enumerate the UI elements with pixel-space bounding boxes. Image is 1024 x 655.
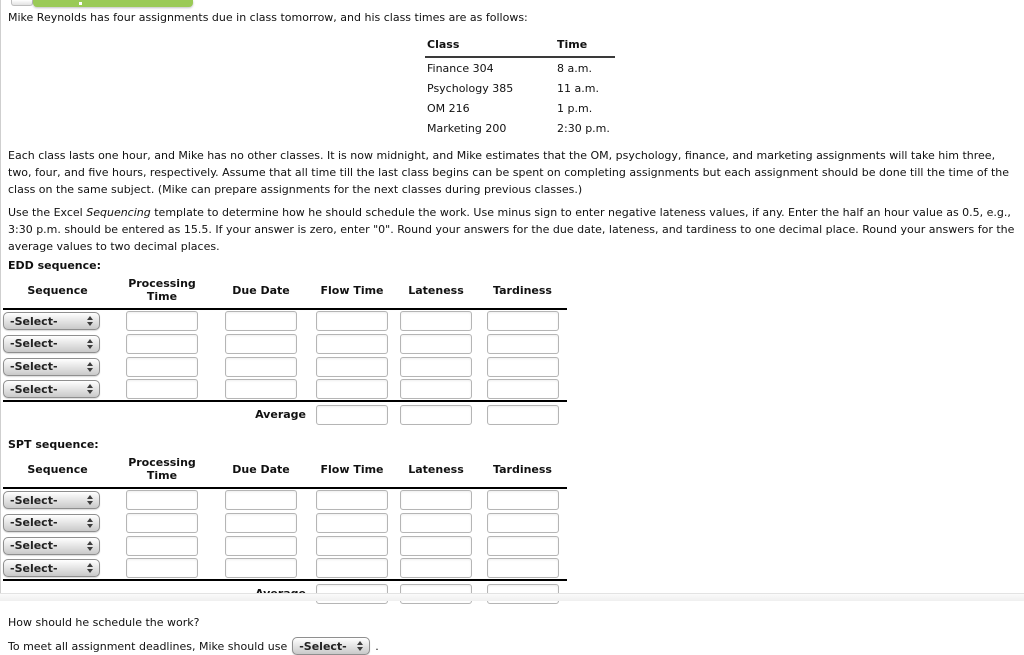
edd-due-date-input-4[interactable]: [225, 379, 297, 399]
class-time-table: [425, 36, 615, 138]
table-row: [425, 57, 615, 78]
column-header-due-date: Due Date: [212, 274, 310, 309]
spt-processing-time-input-3[interactable]: [126, 536, 198, 556]
sequence-row: [3, 355, 567, 378]
spt-due-date-input-4[interactable]: [225, 558, 297, 578]
column-header-processing-time: Processing Time: [112, 453, 212, 488]
partial-green-button[interactable]: [33, 0, 193, 7]
edd-tardiness-input-3[interactable]: [487, 357, 559, 377]
spt-due-date-input-1[interactable]: [225, 490, 297, 510]
entry-instructions-post: template to determine how he should schedule the work. Use minus sign to enter negative lateness values, if any. Enter the half an hour value as 0.5, e.g., 3:30 p.m. should be entered as 15.5. If your answer is zero, enter "0". Round your answers for the due date, lateness, and tardiness to one decimal place. Round your answers for the average values to two decimal places.: [8, 206, 1015, 253]
edd-flow-time-input-2[interactable]: [316, 334, 388, 354]
conclusion-text: To meet all assignment deadlines, Mike should use: [8, 639, 288, 653]
column-header-lateness: Lateness: [394, 453, 478, 488]
sequence-row: [3, 557, 567, 580]
spt-flow-time-input-3[interactable]: [316, 536, 388, 556]
bottom-panel-edge: [0, 593, 1024, 601]
spt-lateness-input-1[interactable]: [400, 490, 472, 510]
column-header-tardiness: Tardiness: [478, 453, 567, 488]
column-header-tardiness: Tardiness: [478, 274, 567, 309]
spt-tardiness-input-3[interactable]: [487, 536, 559, 556]
spt-tardiness-input-4[interactable]: [487, 558, 559, 578]
edd-lateness-input-3[interactable]: [400, 357, 472, 377]
edd-lateness-input-4[interactable]: [400, 379, 472, 399]
edd-heading: EDD sequence:: [8, 259, 101, 272]
spt-tardiness-input-1[interactable]: [487, 490, 559, 510]
time-cell: 1 p.m.: [557, 102, 593, 115]
edd-sequence-select-4[interactable]: [3, 380, 100, 398]
spt-processing-time-input-4[interactable]: [126, 558, 198, 578]
question-text: How should he schedule the work?: [8, 616, 200, 629]
conclusion-line: [8, 637, 1016, 655]
instructions-text: Each class lasts one hour, and Mike has no other classes. It is now midnight, and Mike estimates that the OM, psychology, finance, and marketing assignments will take him three, two, four, and five hours, respectively. Assume that all time till the last class begins can be spent on completing assignments but each assignment should be done till the time of the class on the same subject. (Mike can prepare assignments for the next classes during previous classes.): [8, 149, 1009, 196]
edd-processing-time-input-2[interactable]: [126, 334, 198, 354]
spt-flow-time-input-4[interactable]: [316, 558, 388, 578]
spt-due-date-input-2[interactable]: [225, 513, 297, 533]
page-left-border: [0, 0, 1, 601]
spt-sequence-select-1[interactable]: [3, 491, 100, 509]
column-header-time: Time: [555, 36, 615, 57]
edd-processing-time-input-4[interactable]: [126, 379, 198, 399]
edd-average-flow-time-input[interactable]: [316, 405, 388, 425]
spt-processing-time-input-1[interactable]: [126, 490, 198, 510]
edd-lateness-input-2[interactable]: [400, 334, 472, 354]
spt-lateness-input-2[interactable]: [400, 513, 472, 533]
edd-tardiness-input-1[interactable]: [487, 311, 559, 331]
spt-lateness-input-4[interactable]: [400, 558, 472, 578]
edd-sequence-select-1[interactable]: [3, 312, 100, 330]
sequence-row: [3, 378, 567, 401]
edd-lateness-input-1[interactable]: [400, 311, 472, 331]
spt-table: [3, 453, 567, 606]
spt-flow-time-input-2[interactable]: [316, 513, 388, 533]
spt-heading: SPT sequence:: [8, 438, 99, 451]
edd-tardiness-input-2[interactable]: [487, 334, 559, 354]
sequence-row: [3, 488, 567, 511]
spt-processing-time-input-2[interactable]: [126, 513, 198, 533]
intro-text: Mike Reynolds has four assignments due in class tomorrow, and his class times are as follows:: [8, 11, 528, 24]
table-row: [425, 118, 615, 138]
entry-instructions-pre: Use the Excel: [8, 206, 87, 219]
spt-lateness-input-3[interactable]: [400, 536, 472, 556]
spt-tardiness-input-2[interactable]: [487, 513, 559, 533]
spt-sequence-select-3[interactable]: [3, 537, 100, 555]
average-label: Average: [255, 408, 306, 421]
table-row: [425, 98, 615, 118]
column-header-lateness: Lateness: [394, 274, 478, 309]
template-name: Sequencing: [86, 206, 151, 219]
table-row: [425, 78, 615, 98]
average-row: [3, 401, 567, 427]
class-cell: Finance 304: [427, 62, 494, 75]
time-cell: 8 a.m.: [557, 62, 592, 75]
time-cell: 11 a.m.: [557, 82, 599, 95]
edd-due-date-input-3[interactable]: [225, 357, 297, 377]
spt-sequence-select-4[interactable]: [3, 559, 100, 577]
sequence-row: [3, 511, 567, 534]
edd-flow-time-input-4[interactable]: [316, 379, 388, 399]
time-cell: 2:30 p.m.: [557, 122, 610, 135]
edd-flow-time-input-1[interactable]: [316, 311, 388, 331]
partial-toolbar-button[interactable]: [11, 0, 33, 6]
class-cell: Psychology 385: [427, 82, 514, 95]
sequence-row: [3, 309, 567, 332]
edd-processing-time-input-1[interactable]: [126, 311, 198, 331]
edd-tardiness-input-4[interactable]: [487, 379, 559, 399]
edd-processing-time-input-3[interactable]: [126, 357, 198, 377]
column-header-processing-time: Processing Time: [112, 274, 212, 309]
spt-flow-time-input-1[interactable]: [316, 490, 388, 510]
edd-due-date-input-2[interactable]: [225, 334, 297, 354]
column-header-sequence: Sequence: [3, 453, 112, 488]
spt-sequence-select-2[interactable]: [3, 514, 100, 532]
entry-instructions-text: [8, 204, 1016, 255]
sequence-row: [3, 332, 567, 355]
conclusion-period: .: [375, 639, 379, 653]
class-cell: OM 216: [427, 102, 470, 115]
column-header-flow-time: Flow Time: [310, 453, 394, 488]
column-header-class: Class: [425, 36, 555, 57]
sequence-row: [3, 534, 567, 557]
class-cell: Marketing 200: [427, 122, 507, 135]
edd-average-tardiness-input[interactable]: [487, 405, 559, 425]
spt-due-date-input-3[interactable]: [225, 536, 297, 556]
edd-table: [3, 274, 567, 427]
edd-due-date-input-1[interactable]: [225, 311, 297, 331]
edd-sequence-select-2[interactable]: [3, 335, 100, 353]
edd-average-lateness-input[interactable]: [400, 405, 472, 425]
schedule-method-select[interactable]: [292, 637, 370, 655]
column-header-due-date: Due Date: [212, 453, 310, 488]
edd-sequence-select-3[interactable]: [3, 358, 100, 376]
column-header-sequence: Sequence: [3, 274, 112, 309]
column-header-flow-time: Flow Time: [310, 274, 394, 309]
edd-flow-time-input-3[interactable]: [316, 357, 388, 377]
